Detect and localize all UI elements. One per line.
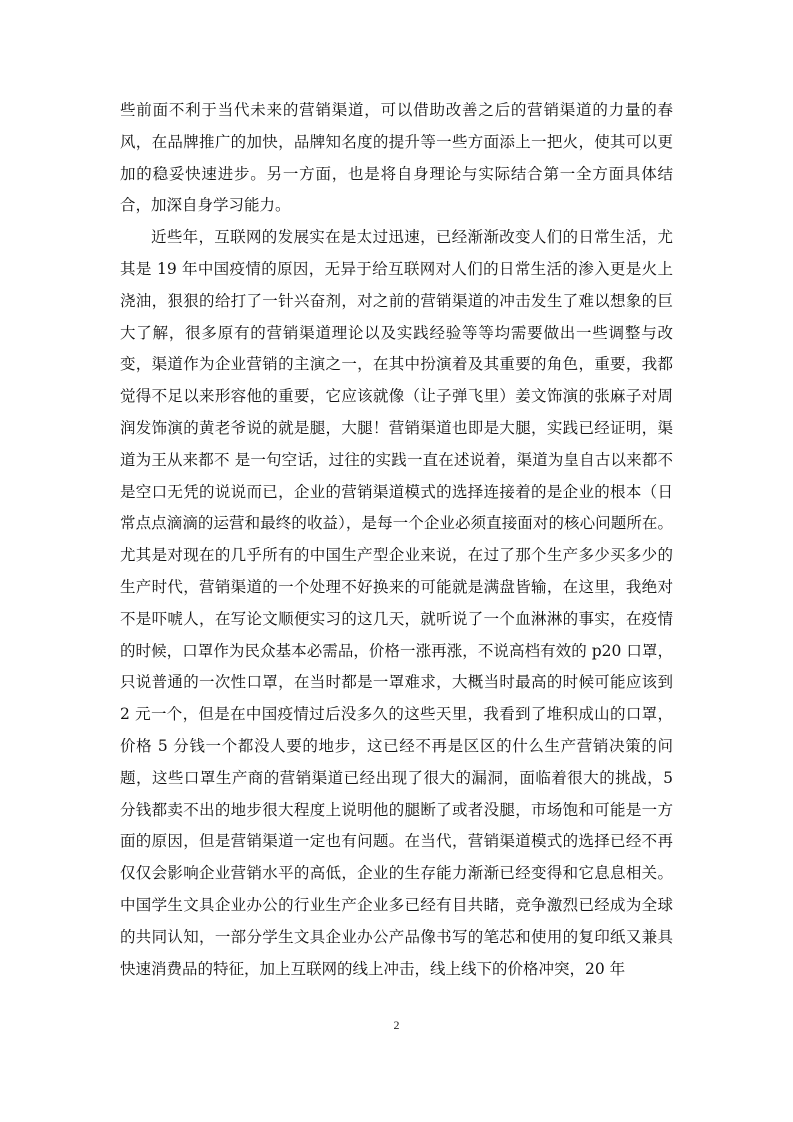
page-number: 2 (393, 1018, 400, 1032)
body-text (120, 95, 673, 985)
paragraph-1: 些前面不利于当代未来的营销渠道，可以借助改善之后的营销渠道的力量的春风，在品牌推广的加快，品牌知名度的提升等一些方面添上一把火，使其可以更加的稳妥快速进步。另一方面，也是将自身理论与实际结合第一全方面具体结合，加深自身学习能力。 (120, 101, 673, 215)
paragraph-2: 近些年，互联网的发展实在是太过迅速，已经渐渐改变人们的日常生活，尤其是 19 年中国疫情的原因，无异于给互联网对人们的日常生活的渗入更是火上浇油，狠狠的给打了一针兴奋剂，对之前的营销渠道的冲击发生了难以想象的巨大了解，很多原有的营销渠道理论以及实践经验等等均需要做出一些调整与改变，渠道作为企业营销的主演之一，在其中扮演着及其重要的角色，重要，我都觉得不足以来形容他的重要，它应该就像（让子弹飞里）姜文饰演的张麻子对周润发饰演的黄老爷说的就是腿，大腿！营销渠道也即是大腿，实践已经证明，渠道为王从来都不 是一句空话，过往的实践一直在述说着，渠道为皇自古以来都不是空口无凭的说说而已，企业的营销渠道模式的选择连接着的是企业的根本（日常点点滴滴的运营和最终的收益），是每一个企业必须直接面对的核心问题所在。尤其是对现在的几乎所有的中国生产型企业来说，在过了那个生产多少买多少的生产时代，营销渠道的一个处理不好换来的可能就是满盘皆输，在这里，我绝对不是吓唬人，在写论文顺便实习的这几天，就听说了一个血淋淋的事实，在疫情的时候，口罩作为民众基本必需品，价格一涨再涨，不说高档有效的 p20 口罩，只说普通的一次性口罩，在当时都是一罩难求，大概当时最高的时候可能应该到 2 元一个，但是在中国疫情过后没多久的这些天里，我看到了堆积成山的口罩，价格 5 分钱一个都没人要的地步，这已经不再是区区的什么生产营销决策的问题，这些口罩生产商的营销渠道已经出现了很大的漏洞，面临着很大的挑战，5 分钱都卖不出的地步很大程度上说明他的腿断了或者没腿，市场饱和可能是一方面的原因，但是营销渠道一定也有问题。在当代，营销渠道模式的选择已经不再仅仅会影响企业营销水平的高低，企业的生存能力渐渐已经变得和它息息相关。中国学生文具企业办公的行业生产企业多已经有目共睹，竞争激烈已经成为全球的共同认知，一部分学生文具企业办公产品像书写的笔芯和使用的复印纸又兼具快速消费品的特征，加上互联网的线上冲击，线上线下的价格冲突，20 年 (120, 228, 673, 978)
